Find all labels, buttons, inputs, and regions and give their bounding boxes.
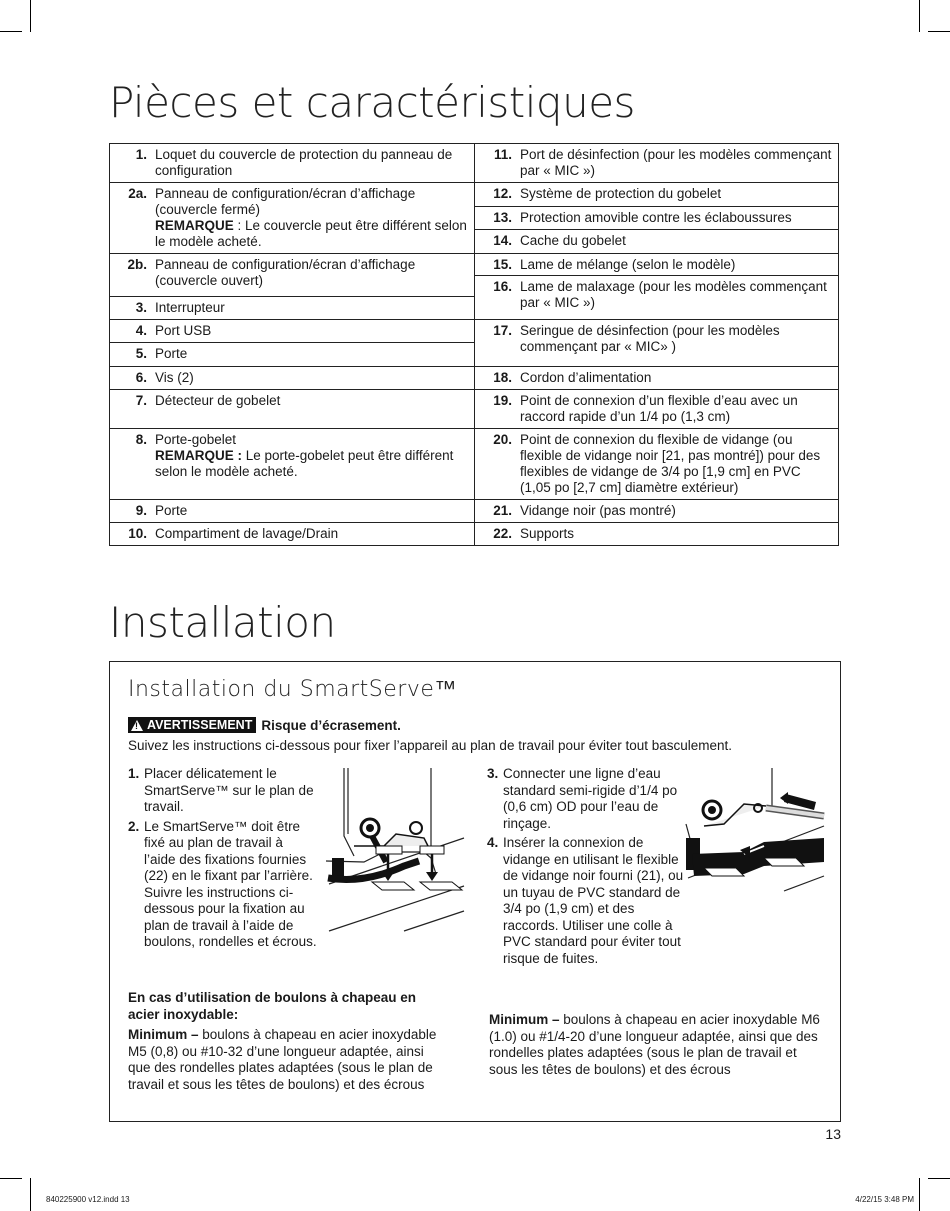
part-cell (110, 254, 475, 297)
part-cell-stack (475, 254, 839, 320)
part-number: 8. (135, 432, 147, 447)
crop-mark (0, 31, 22, 32)
part-number: 17. (493, 323, 512, 338)
installation-heading: Installation du SmartServe™ (128, 677, 457, 702)
part-number: 15. (493, 257, 512, 272)
minimum-label: Minimum – (128, 1027, 199, 1042)
stainless-heading: En cas d’utilisation de boulons à chapeau en acier inoxydable: (128, 990, 417, 1022)
part-number: 12. (493, 186, 512, 201)
part-number: 7. (135, 393, 147, 408)
minimum-text: boulons à chapeau en acier inoxydable M5 (0,8) ou #10-32 d’une longueur adaptée, ainsi que des rondelles plates adaptées (sous le plan de travail et sous les têtes de boulons) et des écrous (128, 1027, 437, 1092)
remark-text: : Le couvercle peut être différent selon le modèle acheté. (155, 218, 467, 249)
part-cell (110, 500, 475, 523)
part-cell (475, 320, 839, 367)
step-number: 3. (487, 766, 499, 781)
step-text: Placer délicatement le SmartServe™ sur le plan de travail. (144, 766, 314, 814)
step-item (128, 819, 318, 951)
part-number: 3. (135, 299, 147, 315)
part-label: Lame de malaxage (pour les modèles commençant par « MIC ») (520, 279, 827, 310)
part-label: Vis (2) (155, 370, 194, 385)
page-number: 13 (825, 1126, 841, 1142)
warning-line (128, 717, 401, 733)
step-text: Connecter une ligne d’eau standard semi-rigide d’1/4 po (0,6 cm) OD pour l’eau de rinçage. (503, 766, 678, 831)
part-number: 13. (493, 210, 512, 225)
part-cell (475, 500, 839, 523)
part-number: 5. (135, 346, 147, 361)
part-number: 20. (493, 432, 512, 447)
part-label: Port de désinfection (pour les modèles commençant par « MIC ») (520, 147, 832, 178)
part-number: 16. (493, 279, 512, 294)
part-label: Détecteur de gobelet (155, 393, 281, 408)
minimum-label: Minimum – (489, 1012, 560, 1027)
step-text: Le SmartServe™ doit être fixé au plan de travail à l’aide des fixations fournies (22) en le fixant par l’arrière. Suivre les instructions ci-dessous pour la fixation au plan de travail à l’aide de boulons, rondelles et écrous. (144, 818, 317, 949)
part-cell (110, 296, 475, 319)
installation-box (109, 661, 841, 1122)
part-number: 14. (493, 233, 512, 248)
part-label: Point de connexion du flexible de vidange (ou flexible de vidange noir [21, pas montré]) pour des flexibles de vidange de 3/4 po [1,9 cm] en PVC (1,05 po [2,7 cm] diamètre extérieur) (520, 432, 821, 495)
part-number: 18. (493, 370, 512, 385)
part-label: Cache du gobelet (520, 233, 626, 248)
crop-mark (30, 1178, 31, 1211)
part-label: Panneau de configuration/écran d’affichage (couvercle fermé) (155, 186, 416, 217)
part-label: Vidange noir (pas montré) (520, 503, 676, 518)
part-number: 19. (493, 393, 512, 408)
remark-text: Le porte-gobelet peut être différent selon le modèle acheté. (155, 448, 454, 479)
part-label: Porte (155, 346, 188, 361)
parts-table (109, 143, 839, 546)
step-number: 4. (487, 835, 499, 850)
warning-badge-label: AVERTISSEMENT (147, 718, 253, 732)
parts-title: Pièces et caractéristiques (109, 78, 635, 127)
step-item (487, 835, 687, 967)
part-number: 1. (135, 147, 147, 162)
remark-label: REMARQUE (155, 218, 234, 233)
installation-title: Installation (109, 598, 336, 647)
part-number: 9. (135, 503, 147, 518)
part-label: Cordon d’alimentation (520, 370, 652, 385)
part-label: Système de protection du gobelet (520, 186, 722, 201)
crop-mark (928, 31, 950, 32)
crop-mark (30, 0, 31, 32)
slug-timestamp: 4/22/15 3:48 PM (855, 1195, 914, 1204)
step-item (487, 766, 687, 832)
slug-filename: 840225900 v12.indd 13 (46, 1195, 130, 1204)
part-number: 21. (493, 503, 512, 518)
remark-label: REMARQUE : (155, 448, 242, 463)
crop-mark (919, 1178, 920, 1211)
part-cell (110, 367, 475, 390)
step-number: 2. (128, 818, 140, 834)
part-label: Panneau de configuration/écran d’affichage (couvercle ouvert) (155, 257, 416, 288)
part-cell (110, 429, 475, 500)
part-label: Protection amovible contre les éclaboussures (520, 210, 792, 225)
part-cell (110, 390, 475, 429)
part-cell (475, 390, 839, 429)
part-cell (475, 523, 839, 546)
water-drain-connection-illustration (684, 766, 830, 906)
part-cell-stack (475, 183, 839, 254)
part-cell (110, 183, 475, 254)
part-cell (475, 367, 839, 390)
part-label: Point de connexion d’un flexible d’eau avec un raccord rapide d’un 1/4 po (1,3 cm) (520, 393, 798, 424)
part-label: Porte (155, 503, 188, 518)
part-label: Interrupteur (155, 299, 225, 315)
part-number: 6. (135, 370, 147, 385)
stainless-section-right (489, 1012, 824, 1078)
bracket-mounting-illustration (324, 766, 470, 936)
step-item (128, 766, 318, 816)
warning-icon (131, 720, 143, 731)
part-label: Lame de mélange (selon le modèle) (520, 257, 736, 272)
step-number: 1. (128, 766, 140, 781)
part-cell (110, 144, 475, 183)
part-label: Loquet du couvercle de protection du panneau de configuration (155, 147, 453, 178)
steps-left (128, 766, 318, 954)
part-number: 2a. (128, 186, 147, 201)
part-number: 10. (128, 526, 147, 541)
stainless-section-left (128, 990, 448, 1093)
part-number: 4. (135, 323, 147, 338)
part-cell-stack (110, 320, 475, 367)
part-label: Supports (520, 526, 575, 541)
warning-badge (128, 717, 256, 733)
minimum-text: boulons à chapeau en acier inoxydable M6 (1.0) ou #1/4-20 d’une longueur adaptée, ainsi que des rondelles plates adaptées (sous le plan de travail et sous les têtes de boulons) et des écrous (489, 1012, 820, 1077)
part-label: Porte-gobelet (155, 432, 237, 447)
part-number: 11. (493, 147, 512, 162)
crop-mark (0, 1178, 22, 1179)
part-label: Port USB (155, 323, 212, 338)
part-number: 22. (493, 526, 512, 541)
step-text: Insérer la connexion de vidange en utilisant le flexible de vidange noir fourni (21), ou un tuyau de PVC standard de 3/4 po (1,9 cm) et des raccords. Utiliser une colle à PVC standard pour éviter tout risque de fuites. (503, 835, 684, 966)
part-cell (475, 144, 839, 183)
part-cell (110, 523, 475, 546)
part-cell (475, 429, 839, 500)
warning-intro: Suivez les instructions ci-dessous pour fixer l’appareil au plan de travail pour éviter tout basculement. (128, 738, 733, 753)
part-number: 2b. (127, 257, 147, 272)
warning-title: Risque d’écrasement. (261, 717, 401, 733)
crop-mark (928, 1178, 950, 1179)
crop-mark (919, 0, 920, 32)
part-label: Seringue de désinfection (pour les modèles commençant par « MIC» ) (520, 323, 780, 354)
part-label: Compartiment de lavage/Drain (155, 526, 339, 541)
